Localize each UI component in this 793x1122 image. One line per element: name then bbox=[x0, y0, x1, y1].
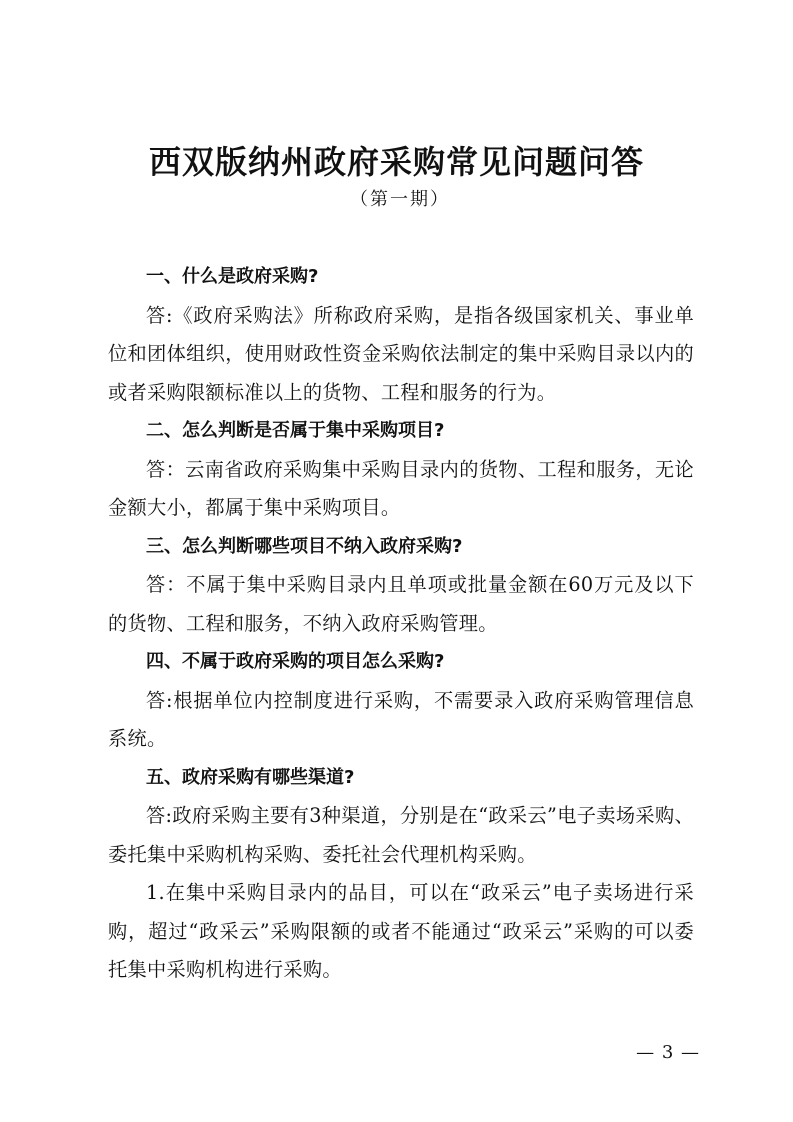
answer-1: 答:《政府采购法》所称政府采购，是指各级国家机关、事业单位和团体组织，使用财政性资金采购依法制定的集中采购目录以内的或者采购限额标准以上的货物、工程和服务的行为。 bbox=[108, 303, 694, 404]
question-1: 一、什么是政府采购? bbox=[146, 266, 319, 287]
page-title: 西双版纳州政府采购常见问题问答 bbox=[148, 143, 644, 181]
qa-body bbox=[108, 258, 694, 990]
answer-4: 答:根据单位内控制度进行采购，不需要录入政府采购管理信息系统。 bbox=[108, 688, 694, 750]
answer-5-point-1: 1.在集中采购目录内的品目，可以在“政采云”电子卖场进行采购，超过“政采云”采购限额的或者不能通过“政采云”采购的可以委托集中采购机构进行采购。 bbox=[108, 881, 694, 981]
answer-2: 答：云南省政府采购集中采购目录内的货物、工程和服务，无论金额大小，都属于集中采购项目。 bbox=[108, 457, 694, 519]
answer-5: 答:政府采购主要有3种渠道，分别是在“政采云”电子卖场采购、委托集中采购机构采购、委托社会代理机构采购。 bbox=[108, 804, 694, 866]
answer-3: 答：不属于集中采购目录内且单项或批量金额在60万元及以下的货物、工程和服务，不纳入政府采购管理。 bbox=[108, 573, 694, 635]
issue-subtitle: （第一期） bbox=[350, 189, 450, 210]
question-3: 三、怎么判断哪些项目不纳入政府采购? bbox=[146, 535, 463, 557]
question-4: 四、不属于政府采购的项目怎么采购? bbox=[146, 651, 445, 672]
page-number: — 3 — bbox=[636, 1042, 700, 1063]
question-2: 二、怎么判断是否属于集中采购项目? bbox=[146, 420, 445, 441]
question-5: 五、政府采购有哪些渠道? bbox=[146, 766, 355, 788]
